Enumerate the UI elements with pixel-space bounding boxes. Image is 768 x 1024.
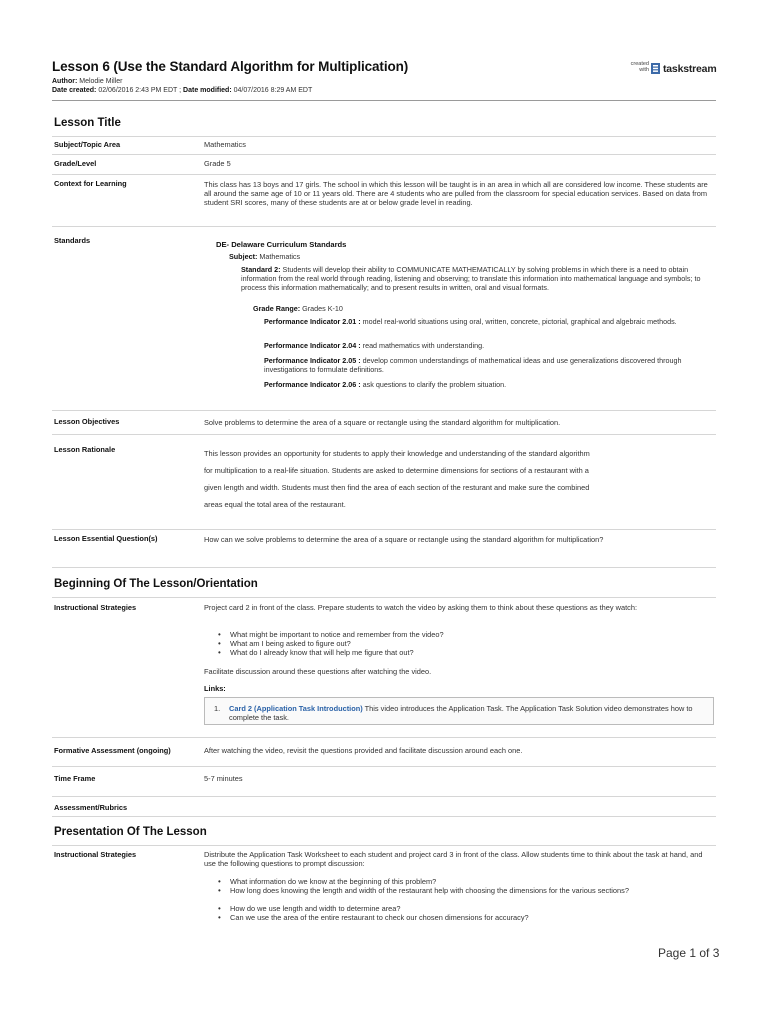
grade-value: Grade 5 [204, 159, 231, 168]
row-divider [52, 597, 716, 598]
document-title: Lesson 6 (Use the Standard Algorithm for Multiplication) [52, 59, 409, 74]
author-line: Author: Melodie Miller [52, 78, 123, 85]
row-divider [52, 529, 716, 530]
row-divider [52, 226, 716, 227]
section-heading-presentation: Presentation Of The Lesson [54, 826, 207, 838]
links-label: Links: [204, 684, 226, 693]
instructional-strategies-label: Instructional Strategies [54, 603, 137, 612]
video-link-card-2[interactable]: Card 2 (Application Task Introduction) [229, 704, 363, 713]
header-divider [52, 100, 716, 101]
grade-label: Grade/Level [54, 159, 97, 168]
row-divider [52, 434, 716, 435]
performance-indicator: Performance Indicator 2.06 : ask questions to clarify the problem situation. [264, 380, 507, 389]
standard-2: Standard 2: Students will develop their ability to COMMUNICATE MATHEMATICALLY by solving problems in which there is a need to obtain information from the real world through reading, listening and observing; to translate this information into mathematical language and symbols; to process this information mathematically; and to present results in written, oral and visual formats. [241, 265, 701, 292]
page-number: Page 1 of 3 [658, 946, 720, 960]
essential-question-value: How can we solve problems to determine the area of a square or rectangle using the standard algorithm for multiplication? [204, 535, 604, 544]
performance-indicator: Performance Indicator 2.05 : develop common understandings of mathematical ideas and use generalizations discovered through investigations to formulate definitions. [264, 356, 682, 374]
row-divider [52, 766, 716, 767]
standards-subject: Subject: Mathematics [229, 252, 301, 261]
row-divider [52, 737, 716, 738]
dates-line: Date created: 02/06/2016 2:43 PM EDT ; Date modified: 04/07/2016 8:29 AM EDT [52, 87, 313, 94]
performance-indicator: Performance Indicator 2.04 : read mathematics with understanding. [264, 341, 485, 350]
performance-indicator: Performance Indicator 2.01 : model real-world situations using oral, written, concrete, pictorial, graphical and algebraic methods. [264, 317, 677, 326]
section-heading-lesson-title: Lesson Title [54, 117, 121, 129]
author-name: Melodie Miller [79, 78, 123, 85]
formative-assessment-value: After watching the video, revisit the questions provided and facilitate discussion around each one. [204, 746, 523, 755]
standards-label: Standards [54, 236, 91, 245]
row-divider [52, 845, 716, 846]
document-page: Lesson 6 (Use the Standard Algorithm for Multiplication) Author: Melodie Miller Date created: 02/06/2016 2:43 PM EDT ; Date modified: 04/07/2016 8:29 AM EDT created with taskstream Lesson Title Subject/Topic Area Mathematics Grade/Level Grade 5 Context for Learning This class has 13 boys and 17 girls. The school in which this lesson will be taught is in an area in which all are considered low income. These students are all around the same age of 10 or 11 years old. There are 4 students who are pulled from the classroom for special education services. Based on data from student SRI scores, many of these students are at or below grade level in reading. Standards DE- Delaware Curriculum Standards Subject: Mathematics Standard 2: Students will develop their ability to COMMUNICATE MATHEMATICALLY by solving problems in which there is a need to obtain information from the real world through reading, listening and observing; to translate this information into mathematical language and symbols; to process this information mathematically; and to present results in written, oral and visual formats. Grade Range: Grades K-10 Performance Indicator 2.01 : model real-world situations using oral, written, concrete, pictorial, graphical and algebraic methods. Performance Indicator 2.04 : read mathematics with understanding. Performance Indicator 2.05 : develop common understandings of mathematical ideas and use generalizations discovered through investigations to formulate definitions. Performance Indicator 2.06 : ask questions to clarify the problem situation. Lesson Objectives Solve problems to determine the area of a square or rectangle using the standard algorithm for multiplication. Lesson Rationale This lesson provides an opportunity for students to apply their knowledge and understanding of the standard algorithm for multiplication to a real-life situation. Students are asked to determine dimensions for sections of a restaurant with a given length and width. Students must then find the area of each section of the resturant and make sure the combined areas equal the total area of the restaurant. Lesson Essential Question(s) How can we solve problems to determine the area of a square or rectangle using the standard algorithm for multiplication? Beginning Of The Lesson/Orientation Instructional Strategies Project card 2 in front of the class. Prepare students to watch the video by asking them to think about these questions as they watch: • What might be important to notice and remember from the video? • What am I being asked to figure out? • What do I already know that will help me figure that out? Facilitate discussion around these questions after watching the video. Links: 1. Card 2 (Application Task Introduction) This video introduces the Application Task. The Application Task Solution video demonstrates how to complete the task. Formative Assessment (ongoing) After watching the video, revisit the questions provided and facilitate discussion around each one. Time Frame 5-7 minutes Assessment/Rubrics Presentation Of The Lesson Instructional Strategies Distribute the Application Task Worksheet to each student and project card 3 in front of the class. Allow students time to think about the task at hand, and use the following questions to prompt discussion: • What information do we know at the beginning of this problem? • How long does knowing the length and width of the restaurant help with choosing the dimensions for the various sections? • How do we use length and width to determine area? • Can we use the area of the entire restaurant to check our chosen dimensions for accuracy? Page 1 of 3 [52, 59, 720, 960]
standards-framework: DE- Delaware Curriculum Standards [216, 240, 347, 249]
taskstream-logo-icon [651, 63, 660, 74]
strategies-intro: Project card 2 in front of the class. Prepare students to watch the video by asking them to think about these questions as they watch: [204, 603, 638, 612]
context-value: This class has 13 boys and 17 girls. The school in which this lesson will be taught is in an area in which all are considered low income. These students are all around the same age of 10 or 11 years old. There are 4 students who are pulled from the classroom for special education services. Based on data from student SRI scores, many of these students are at or below grade level in reading. [204, 180, 708, 207]
row-divider [52, 136, 716, 137]
objectives-value: Solve problems to determine the area of a square or rectangle using the standard algorithm for multiplication. [204, 418, 561, 427]
subject-value: Mathematics [204, 140, 246, 149]
rationale-line: for multiplication to a real-life situation. Students are asked to determine dimensions for sections of a restaurant with a [204, 466, 589, 475]
subject-label: Subject/Topic Area [54, 140, 121, 149]
row-divider [52, 567, 716, 568]
row-divider [52, 174, 716, 175]
assessment-rubrics-label: Assessment/Rubrics [54, 803, 128, 812]
rationale-line: This lesson provides an opportunity for students to apply their knowledge and understanding of the standard algorithm [204, 449, 590, 458]
facilitate-text: Facilitate discussion around these questions after watching the video. [204, 667, 432, 676]
rationale-line: areas equal the total area of the restaurant. [204, 500, 346, 509]
link-description: This video introduces the Application Task. The Application Task Solution video demonstrates how to complete the task. [229, 704, 693, 722]
row-divider [52, 410, 716, 411]
context-label: Context for Learning [54, 179, 127, 188]
time-frame-value: 5-7 minutes [204, 774, 243, 783]
strategies-intro: Distribute the Application Task Worksheet to each student and project card 3 in front of the class. Allow students time to think about the task at hand, and use the following questions to prompt discussion: [204, 850, 703, 868]
row-divider [52, 796, 716, 797]
row-divider [52, 154, 716, 155]
objectives-label: Lesson Objectives [54, 417, 120, 426]
essential-question-label: Lesson Essential Question(s) [54, 534, 158, 543]
instructional-strategies-label: Instructional Strategies [54, 850, 137, 859]
grade-range: Grade Range: Grades K-10 [253, 304, 343, 313]
links-box: 1. Card 2 (Application Task Introduction) This video introduces the Application Task. The Application Task Solution video demonstrates how to complete the task. [204, 697, 714, 725]
formative-assessment-label: Formative Assessment (ongoing) [54, 746, 171, 755]
row-divider [52, 816, 716, 817]
time-frame-label: Time Frame [54, 774, 96, 783]
rationale-label: Lesson Rationale [54, 445, 116, 454]
rationale-line: given length and width. Students must then find the area of each section of the resturant and make sure the combined [204, 483, 590, 492]
section-heading-beginning: Beginning Of The Lesson/Orientation [54, 578, 258, 590]
